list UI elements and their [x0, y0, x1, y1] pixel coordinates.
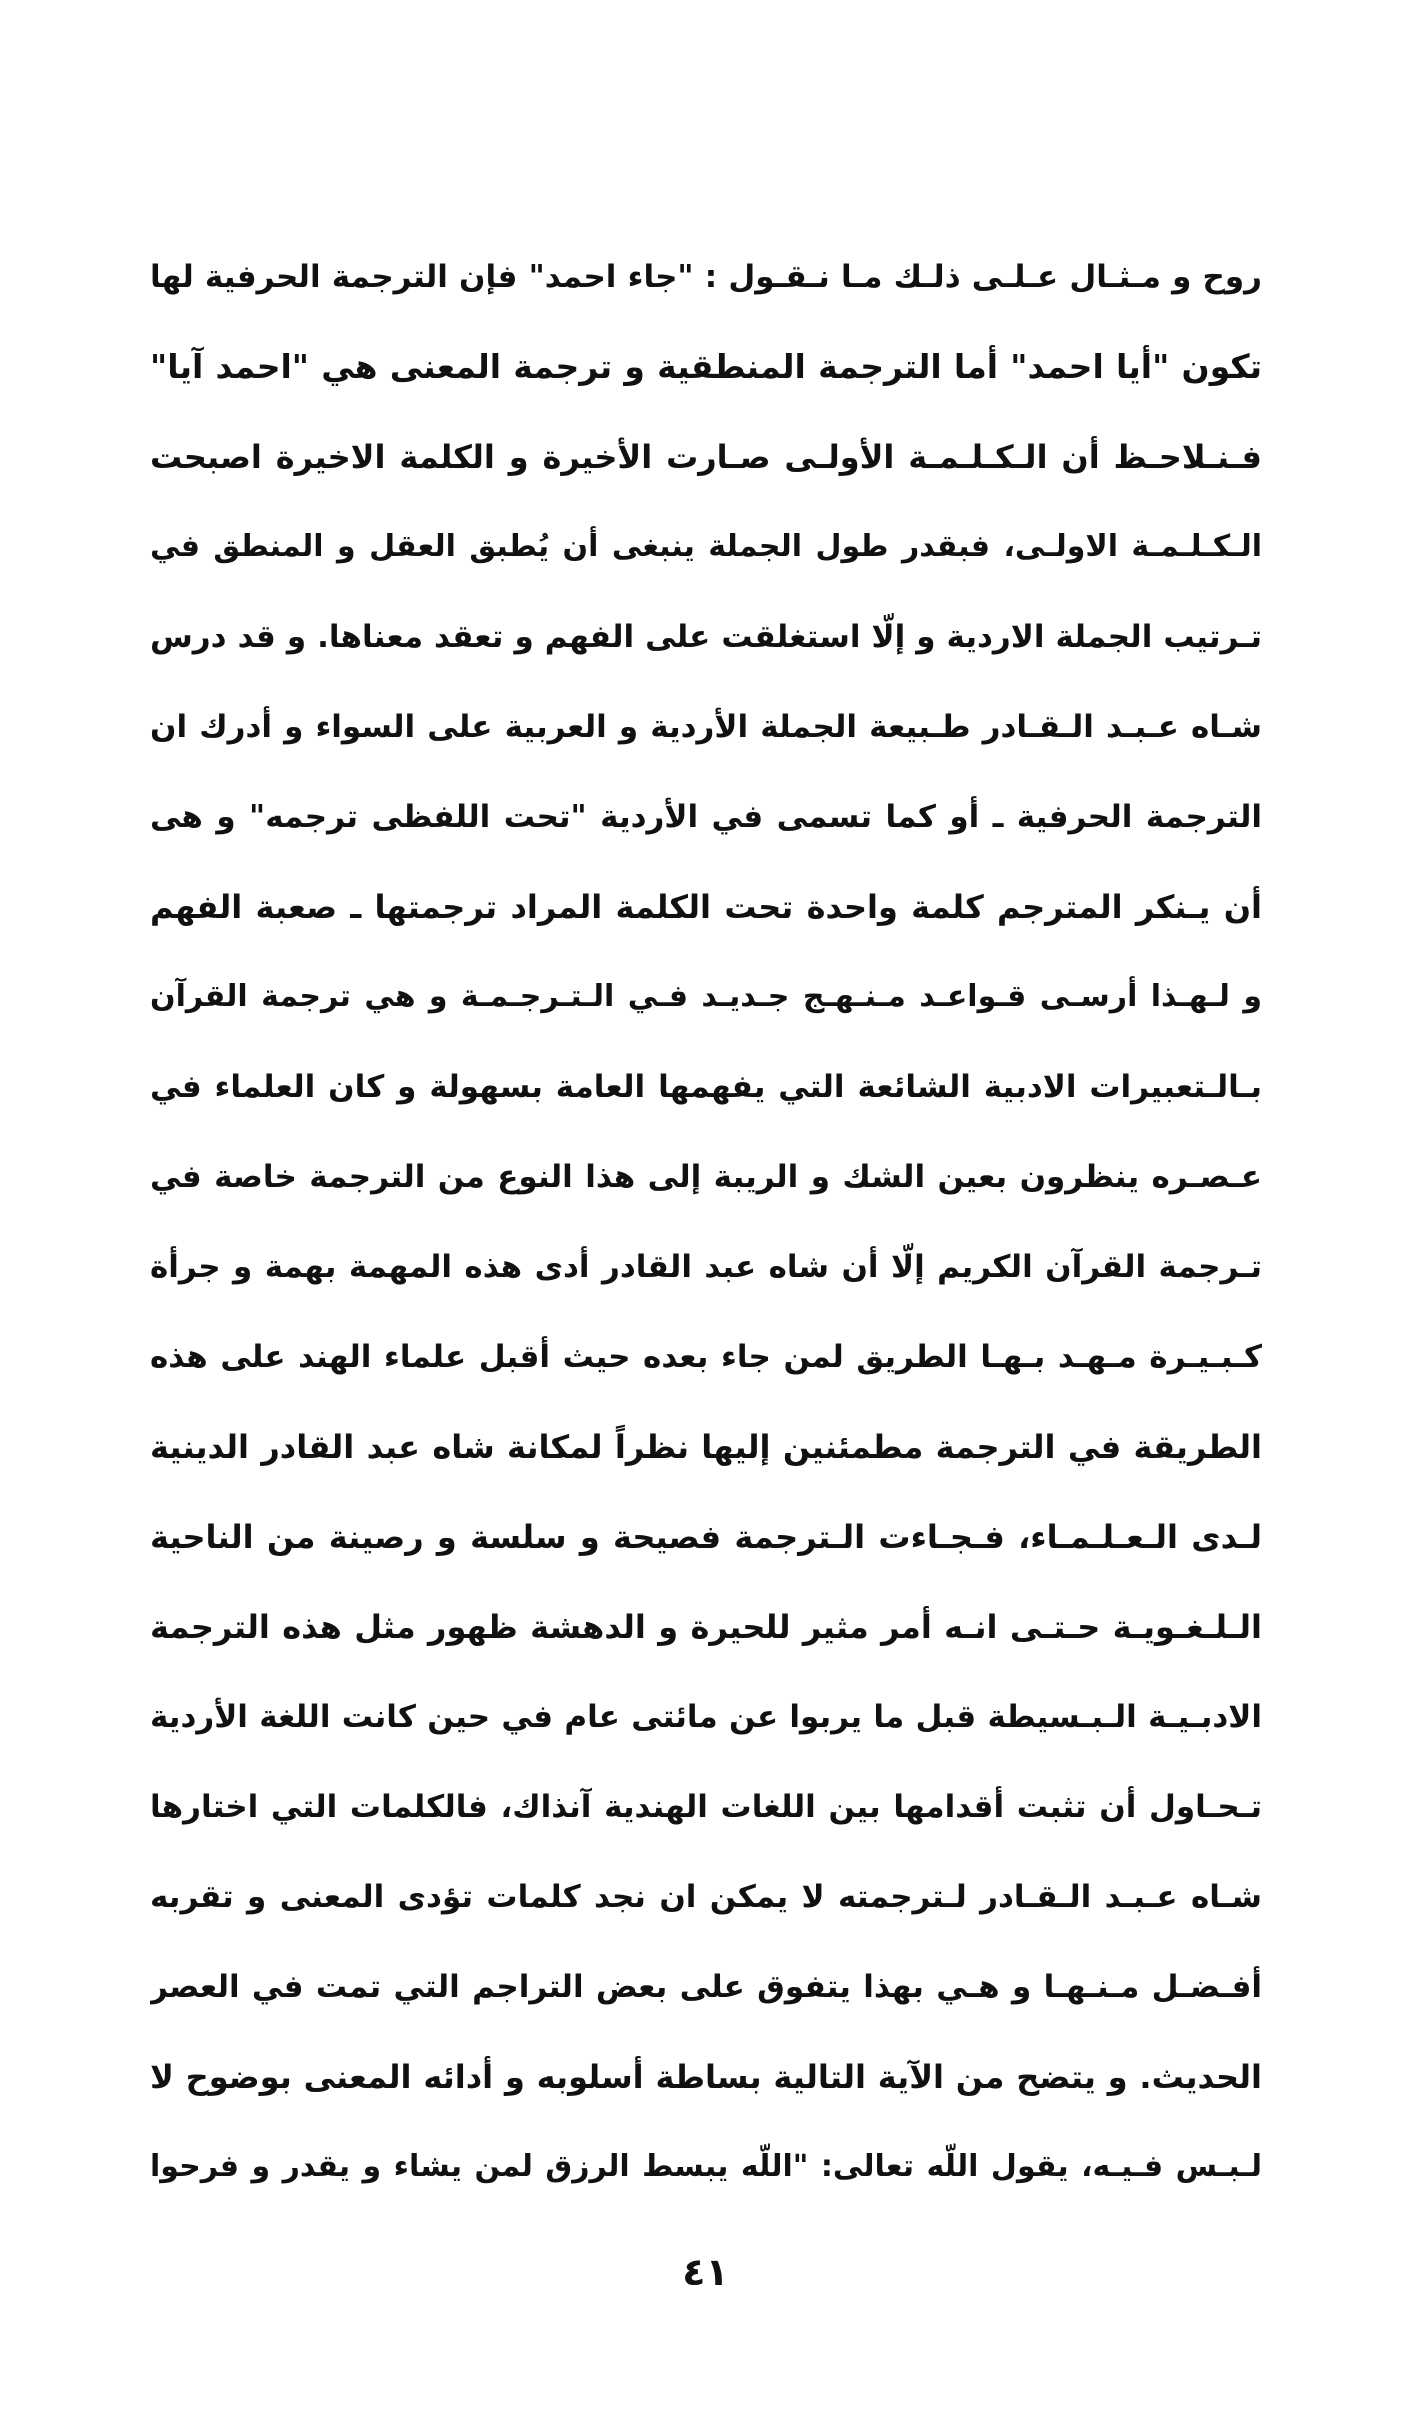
text-line: الترجمة الحرفية ـ أو كما تسمى في الأردية "تحت اللفظى ترجمه" و هى	[150, 799, 1262, 835]
text-line: بـالـتعبيرات الادبية الشائعة التي يفهمها العامة بسهولة و كان العلماء في	[150, 1069, 1262, 1105]
text-line: تـحـاول أن تثبت أقدامها بين اللغات الهندية آنذاك، فالكلمات التي اختارها	[150, 1789, 1262, 1825]
text-line: لـدى الـعـلـمـاء، فـجـاءت الـترجمة فصيحة و سلسة و رصينة من الناحية	[150, 1518, 1262, 1556]
text-line: الـلـغـويـة حـتـى انـه أمر مثير للحيرة و الدهشة ظهور مثل هذه الترجمة	[150, 1608, 1262, 1646]
text-line: فـنـلاحـظ أن الـكـلـمـة الأولـى صـارت الأخيرة و الكلمة الاخيرة اصبحت	[150, 438, 1262, 476]
text-line: لـبـس فـيـه، يقول اللّه تعالى: "اللّه يبسط الرزق لمن يشاء و يقدر و فرحوا	[150, 2149, 1262, 2184]
text-line: شـاه عـبـد الـقـادر طـبيعة الجملة الأردية و العربية على السواء و أدرك ان	[150, 709, 1262, 745]
text-line: الطريقة في الترجمة مطمئنين إليها نظراً لمكانة شاه عبد القادر الدينية	[150, 1428, 1262, 1466]
text-line: الحديث. و يتضح من الآية التالية بساطة أسلوبه و أدائه المعنى بوضوح لا	[150, 2058, 1262, 2096]
body-text	[150, 232, 1262, 2212]
text-line: و لـهـذا أرسـى قـواعـد مـنـهـج جـديـد فـي الـتـرجـمـة و هي ترجمة القرآن	[150, 979, 1262, 1014]
text-line: شـاه عـبـد الـقـادر لـترجمته لا يمكن ان نجد كلمات تؤدى المعنى و تقربه	[150, 1879, 1262, 1915]
text-line: الادبـيـة الـبـسيطة قبل ما يربوا عن مائتى عام في حين كانت اللغة الأردية	[150, 1699, 1262, 1735]
page-number: ٤١	[682, 2250, 729, 2294]
text-line: تـرجمة القرآن الكريم إلّا أن شاه عبد القادر أدى هذه المهمة بهمة و جرأة	[150, 1249, 1262, 1285]
text-line: كـبـيـرة مـهـد بـهـا الطريق لمن جاء بعده حيث أقبل علماء الهند على هذه	[150, 1339, 1262, 1375]
text-line: أفـضـل مـنـهـا و هـي بهذا يتفوق على بعض التراجم التي تمت في العصر	[150, 1969, 1262, 2005]
text-line: تـرتيب الجملة الاردية و إلّا استغلقت على الفهم و تعقد معناها. و قد درس	[150, 619, 1262, 655]
text-line: روح و مـثـال عـلـى ذلـك مـا نـقـول : "جاء احمد" فإن الترجمة الحرفية لها	[150, 259, 1262, 295]
text-line: عـصـره ينظرون بعين الشك و الريبة إلى هذا النوع من الترجمة خاصة في	[150, 1159, 1262, 1195]
text-line: تكون "أيا احمد" أما الترجمة المنطقية و ترجمة المعنى هي "احمد آيا"	[150, 347, 1262, 386]
text-line: أن يـنكر المترجم كلمة واحدة تحت الكلمة المراد ترجمتها ـ صعبة الفهم	[150, 888, 1262, 926]
text-line: الـكـلـمـة الاولـى، فبقدر طول الجملة ينبغى أن يُطبق العقل و المنطق في	[150, 529, 1262, 564]
